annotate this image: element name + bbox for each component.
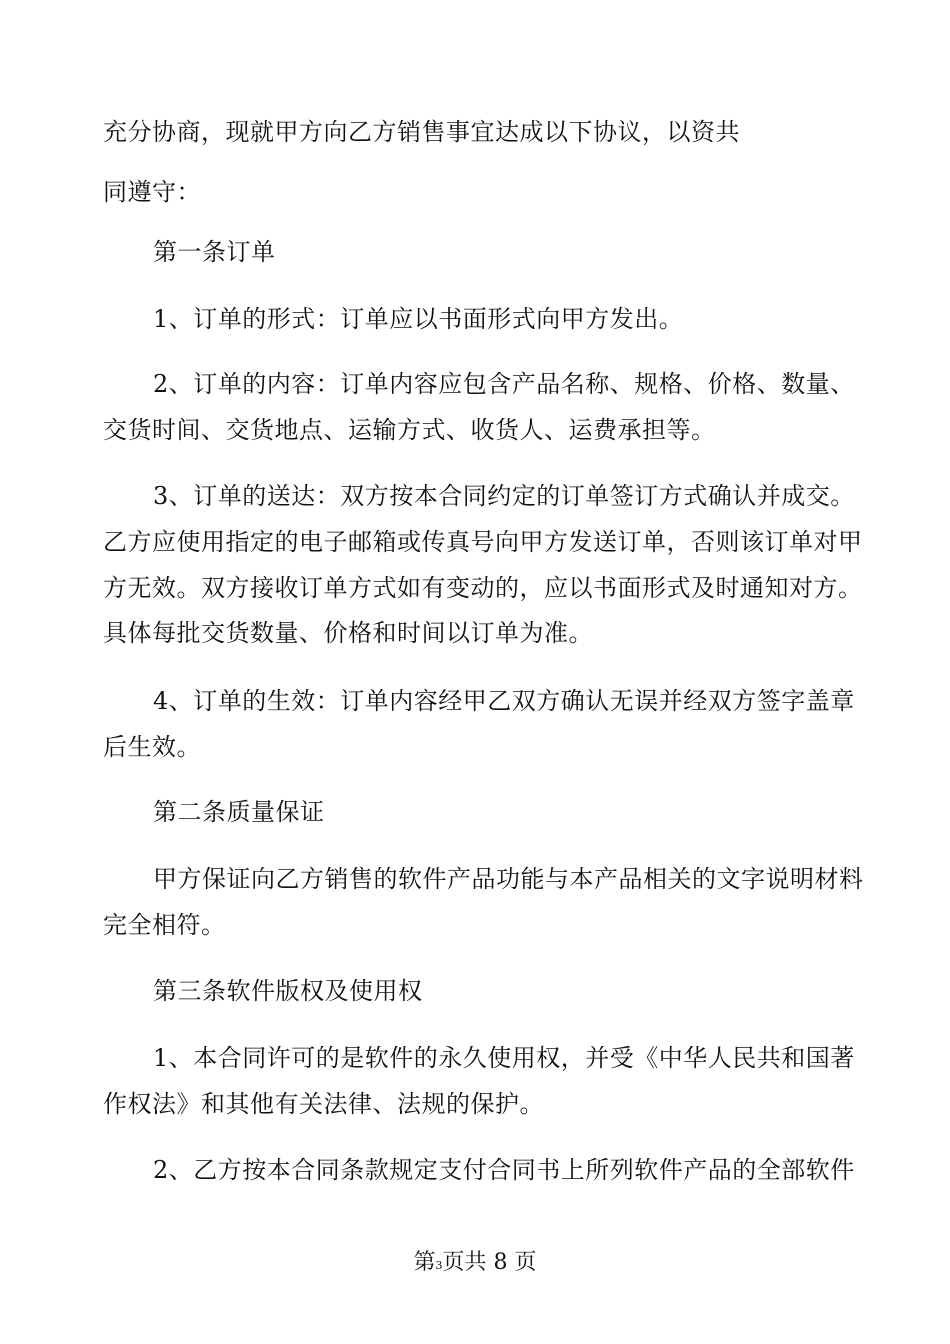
- paragraph-line: 后生效。: [103, 733, 201, 761]
- paragraph-line: 3、订单的送达：双方按本合同约定的订单签订方式确认并成交。: [153, 482, 855, 510]
- paragraph-line: 具体每批交货数量、价格和时间以订单为准。: [103, 619, 593, 647]
- footer-suffix: 页共 8 页: [442, 1250, 537, 1275]
- paragraph-line: 1、本合同许可的是软件的永久使用权，并受《中华人民共和国著: [153, 1044, 855, 1072]
- paragraph-line: 甲方保证向乙方销售的软件产品功能与本产品相关的文字说明材料: [153, 865, 864, 893]
- paragraph-line: 作权法》和其他有关法律、法规的保护。: [103, 1090, 544, 1118]
- footer-prefix: 第: [413, 1250, 436, 1275]
- paragraph-line: 交货时间、交货地点、运输方式、收货人、运费承担等。: [103, 416, 716, 444]
- paragraph-line: 同遵守：: [103, 178, 201, 206]
- paragraph-line: 充分协商，现就甲方向乙方销售事宜达成以下协议，以资共: [103, 118, 740, 146]
- section-heading: 第二条质量保证: [153, 798, 325, 826]
- current-page-number: 3: [435, 1259, 443, 1272]
- paragraph-line: 2、订单的内容：订单内容应包含产品名称、规格、价格、数量、: [153, 370, 855, 398]
- paragraph-line: 方无效。双方接收订单方式如有变动的，应以书面形式及时通知对方。: [103, 574, 863, 602]
- paragraph-line: 完全相符。: [103, 911, 226, 939]
- paragraph-line: 2、乙方按本合同条款规定支付合同书上所列软件产品的全部软件: [153, 1156, 855, 1184]
- paragraph-line: 1、订单的形式：订单应以书面形式向甲方发出。: [153, 305, 684, 333]
- section-heading: 第一条订单: [153, 238, 276, 266]
- paragraph-line: 4、订单的生效：订单内容经甲乙双方确认无误并经双方签字盖章: [153, 687, 855, 715]
- section-heading: 第三条软件版权及使用权: [153, 977, 423, 1005]
- page-footer: [0, 1248, 950, 1281]
- paragraph-line: 乙方应使用指定的电子邮箱或传真号向甲方发送订单，否则该订单对甲: [103, 528, 863, 556]
